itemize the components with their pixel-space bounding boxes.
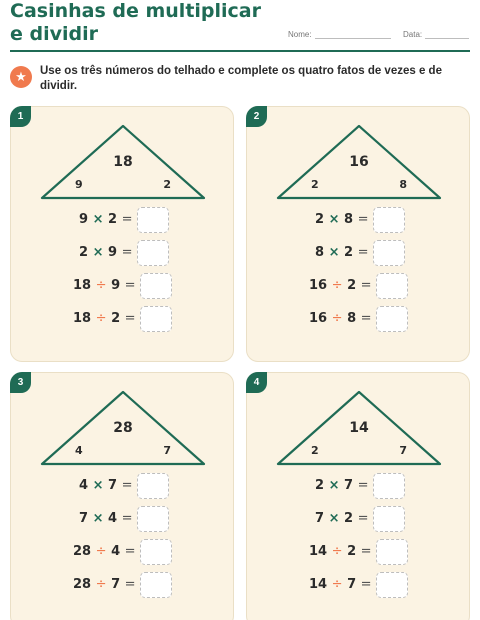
fact-row: [79, 506, 169, 532]
page-title: Casinhas de multiplicar e dividir: [10, 0, 261, 45]
operand-a: 9: [79, 212, 89, 227]
operand-a: 14: [309, 544, 328, 559]
fact-row: [73, 273, 172, 299]
answer-box[interactable]: [137, 473, 169, 499]
operand-a: 16: [309, 278, 328, 293]
operand-b: 9: [111, 278, 121, 293]
roof-triangle: [275, 389, 443, 467]
operator: ×: [92, 478, 104, 493]
equals-sign: =: [357, 212, 369, 227]
equals-sign: =: [124, 278, 136, 293]
fact-row: [315, 207, 405, 233]
roof-right-number: 8: [399, 178, 407, 191]
operand-a: 18: [73, 278, 92, 293]
problem-number-badge: 2: [246, 106, 267, 127]
operand-a: 7: [79, 511, 89, 526]
operand-b: 8: [347, 311, 357, 326]
operand-b: 8: [344, 212, 354, 227]
answer-box[interactable]: [376, 273, 408, 299]
roof-right-number: 7: [399, 444, 407, 457]
fact-row: [73, 539, 172, 565]
answer-box[interactable]: [137, 240, 169, 266]
equals-sign: =: [360, 278, 372, 293]
fact-row: [309, 572, 408, 598]
operand-a: 28: [73, 577, 92, 592]
operand-b: 7: [108, 478, 118, 493]
operator: ×: [328, 511, 340, 526]
operator: ÷: [95, 311, 107, 326]
answer-box[interactable]: [373, 240, 405, 266]
equals-sign: =: [357, 245, 369, 260]
fact-row: [315, 473, 405, 499]
answer-box[interactable]: [140, 572, 172, 598]
operand-a: 18: [73, 311, 92, 326]
worksheet-header: [10, 0, 470, 52]
answer-box[interactable]: [137, 506, 169, 532]
roof-left-number: 4: [75, 444, 83, 457]
fact-row: [73, 572, 172, 598]
problem-number-badge: 4: [246, 372, 267, 393]
operator: ÷: [95, 278, 107, 293]
roof-left-number: 9: [75, 178, 83, 191]
operand-a: 2: [315, 478, 325, 493]
date-field[interactable]: [403, 30, 469, 39]
roof-top-number: 28: [113, 420, 133, 436]
operand-b: 9: [108, 245, 118, 260]
operand-a: 2: [315, 212, 325, 227]
fact-row: [315, 506, 405, 532]
problem-number-badge: 3: [10, 372, 31, 393]
equals-sign: =: [124, 311, 136, 326]
operand-a: 4: [79, 478, 89, 493]
answer-box[interactable]: [140, 539, 172, 565]
operator: ÷: [331, 577, 343, 592]
operand-b: 2: [344, 511, 354, 526]
operand-a: 16: [309, 311, 328, 326]
operator: ×: [328, 478, 340, 493]
equals-sign: =: [121, 245, 133, 260]
fact-row: [309, 273, 408, 299]
name-label: Nome:: [288, 30, 312, 39]
fact-row: [79, 207, 169, 233]
problem-card: [10, 106, 234, 362]
equals-sign: =: [124, 577, 136, 592]
fact-row: [79, 473, 169, 499]
operand-b: 2: [111, 311, 121, 326]
roof-triangle: [39, 389, 207, 467]
operator: ×: [92, 511, 104, 526]
operand-b: 2: [108, 212, 118, 227]
operand-b: 2: [344, 245, 354, 260]
operand-a: 2: [79, 245, 89, 260]
operator: ÷: [95, 544, 107, 559]
roof-top-number: 16: [349, 154, 369, 170]
answer-box[interactable]: [373, 207, 405, 233]
fact-row: [79, 240, 169, 266]
roof-triangle: [39, 123, 207, 201]
operator: ×: [328, 245, 340, 260]
operand-b: 2: [347, 278, 357, 293]
fact-row: [309, 539, 408, 565]
operand-a: 7: [315, 511, 325, 526]
equals-sign: =: [360, 544, 372, 559]
fact-row: [315, 240, 405, 266]
operand-b: 4: [111, 544, 121, 559]
equals-sign: =: [357, 478, 369, 493]
date-label: Data:: [403, 30, 423, 39]
fact-row: [73, 306, 172, 332]
answer-box[interactable]: [376, 572, 408, 598]
operand-b: 7: [344, 478, 354, 493]
fact-row: [309, 306, 408, 332]
operand-b: 4: [108, 511, 118, 526]
equals-sign: =: [360, 577, 372, 592]
answer-box[interactable]: [376, 539, 408, 565]
roof-top-number: 18: [113, 154, 133, 170]
equals-sign: =: [121, 511, 133, 526]
roof-top-number: 14: [349, 420, 369, 436]
answer-box[interactable]: [373, 506, 405, 532]
operand-b: 7: [111, 577, 121, 592]
equals-sign: =: [121, 212, 133, 227]
operator: ÷: [331, 544, 343, 559]
instructions-text: Use os três números do telhado e complete os quatro fatos de vezes e de dividir.: [40, 65, 442, 92]
operand-a: 28: [73, 544, 92, 559]
operand-b: 7: [347, 577, 357, 592]
problem-card: [10, 372, 234, 620]
equals-sign: =: [357, 511, 369, 526]
answer-box[interactable]: [373, 473, 405, 499]
operator: ÷: [331, 278, 343, 293]
operator: ÷: [331, 311, 343, 326]
equals-sign: =: [121, 478, 133, 493]
roof-triangle: [275, 123, 443, 201]
operand-a: 14: [309, 577, 328, 592]
equals-sign: =: [124, 544, 136, 559]
operator: ×: [92, 245, 104, 260]
roof-right-number: 2: [163, 178, 171, 191]
star-icon: ★: [10, 66, 32, 88]
operator: ×: [92, 212, 104, 227]
operand-a: 8: [315, 245, 325, 260]
answer-box[interactable]: [376, 306, 408, 332]
operator: ×: [328, 212, 340, 227]
answer-box[interactable]: [140, 273, 172, 299]
operator: ÷: [95, 577, 107, 592]
roof-right-number: 7: [163, 444, 171, 457]
problem-card: [246, 372, 470, 620]
answer-box[interactable]: [140, 306, 172, 332]
roof-left-number: 2: [311, 178, 319, 191]
answer-box[interactable]: [137, 207, 169, 233]
problem-number-badge: 1: [10, 106, 31, 127]
name-line[interactable]: [315, 31, 391, 39]
operand-b: 2: [347, 544, 357, 559]
equals-sign: =: [360, 311, 372, 326]
name-field[interactable]: [288, 30, 391, 39]
roof-left-number: 2: [311, 444, 319, 457]
problem-card: [246, 106, 470, 362]
date-line[interactable]: [425, 31, 469, 39]
